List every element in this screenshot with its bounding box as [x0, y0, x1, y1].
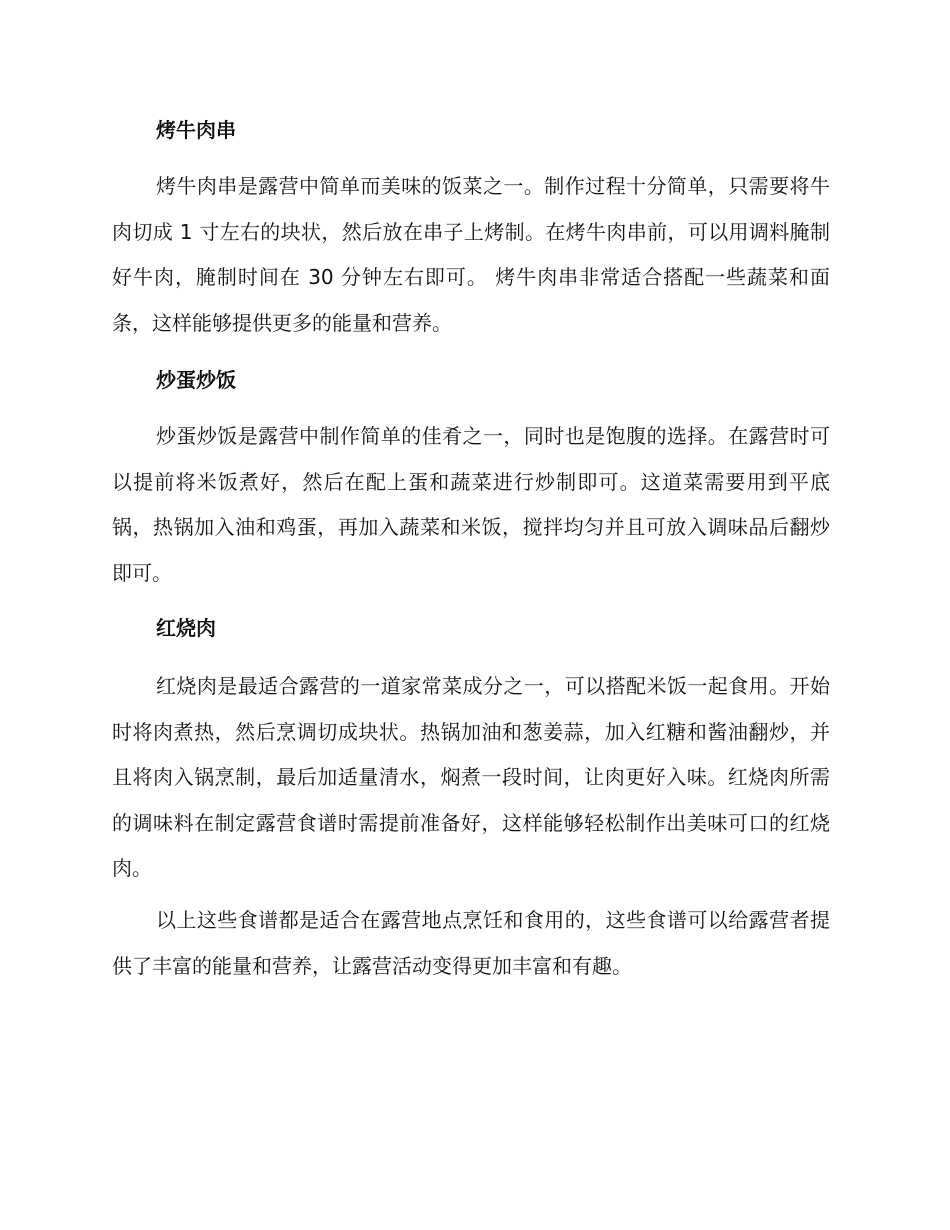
- section-body-beef-skewers: 烤牛肉串是露营中简单而美味的饭菜之一。制作过程十分简单，只需要将牛肉切成 1 寸左右的块状，然后放在串子上烤制。在烤牛肉串前，可以用调料腌制好牛肉，腌制时间在 30 分钟左右即可。 烤牛肉串非常适合搭配一些蔬菜和面条，这样能够提供更多的能量和营养。: [112, 174, 830, 335]
- section-title-beef-skewers: 烤牛肉串: [156, 118, 236, 142]
- section-title-braised-pork: 红烧肉: [156, 616, 216, 640]
- conclusion-paragraph: 以上这些食谱都是适合在露营地点烹饪和食用的，这些食谱可以给露营者提供了丰富的能量和营养，让露营活动变得更加丰富和有趣。: [112, 908, 830, 978]
- section-body-egg-fried-rice: 炒蛋炒饭是露营中制作简单的佳肴之一，同时也是饱腹的选择。在露营时可以提前将米饭煮好，然后在配上蛋和蔬菜进行炒制即可。这道菜需要用到平底锅，热锅加入油和鸡蛋，再加入蔬菜和米饭，搅拌均匀并且可放入调味品后翻炒即可。: [112, 424, 830, 585]
- section-body-braised-pork: 红烧肉是最适合露营的一道家常菜成分之一，可以搭配米饭一起食用。开始时将肉煮热，然后烹调切成块状。热锅加油和葱姜蒜，加入红糖和酱油翻炒，并且将肉入锅烹制，最后加适量清水，焖煮一段时间，让肉更好入味。红烧肉所需的调味料在制定露营食谱时需提前准备好，这样能够轻松制作出美味可口的红烧肉。: [112, 674, 830, 880]
- section-title-egg-fried-rice: 炒蛋炒饭: [156, 368, 236, 392]
